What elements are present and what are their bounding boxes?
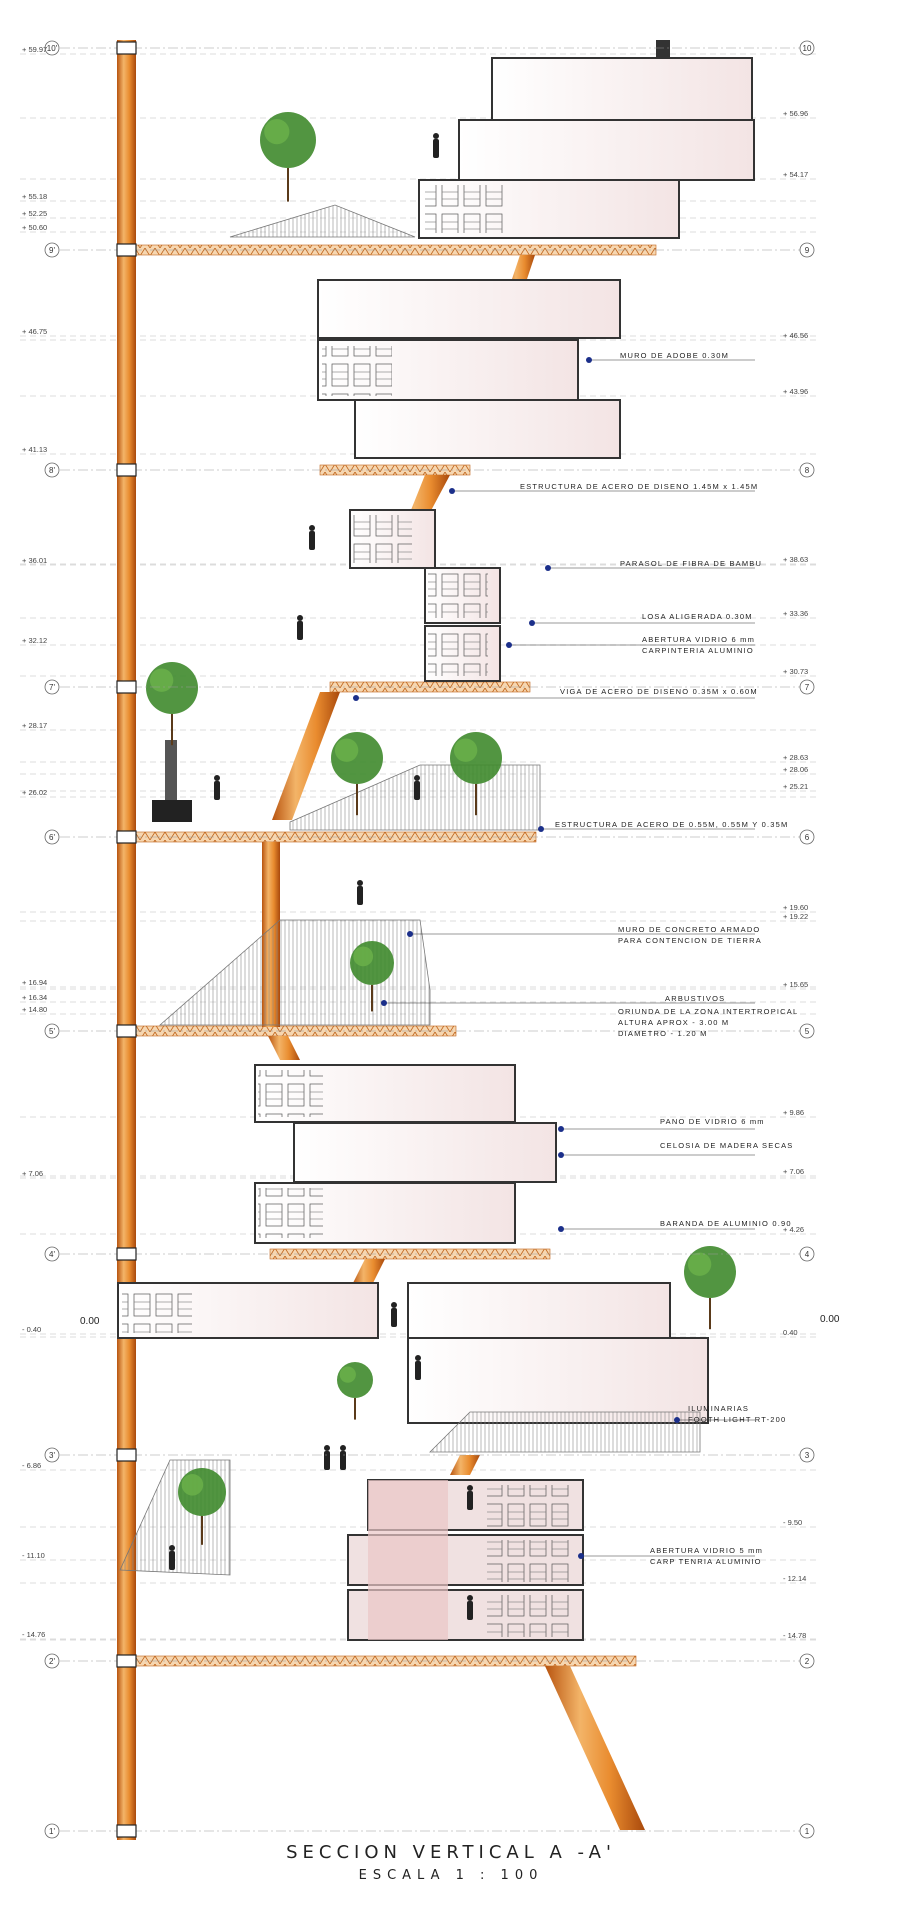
level-label: - 14.76 (22, 1630, 46, 1639)
drawing-scale: ESCALA 1 : 100 (358, 1868, 544, 1883)
tree-highlight (353, 947, 373, 967)
annotation-text: ABERTURA VIDRIO 6 mm (642, 635, 756, 644)
person-head (357, 880, 363, 886)
person-body (169, 1551, 175, 1570)
axis-label-right: 6 (804, 833, 810, 842)
axis-label-left: 5' (49, 1027, 55, 1036)
level-label: + 16.94 (22, 978, 48, 987)
column-joint (117, 42, 136, 54)
tree-highlight (454, 739, 477, 762)
left-level-labels (22, 45, 47, 1639)
annotation-dot (529, 620, 535, 626)
person-body (214, 781, 220, 800)
annotation-text: LOSA ALIGERADA 0.30M (642, 612, 753, 621)
person-body (467, 1601, 473, 1620)
annotation-dot (449, 488, 455, 494)
axis-label-right: 4 (804, 1250, 810, 1259)
annotation-text: FOOTH LIGHT RT-200 (688, 1415, 787, 1424)
column-joint (117, 1025, 136, 1037)
annotation-dot (578, 1553, 584, 1559)
annotation-dot (558, 1152, 564, 1158)
column-joint (117, 1248, 136, 1260)
annotation-text: ABERTURA VIDRIO 5 mm (650, 1546, 764, 1555)
person-body (324, 1451, 330, 1470)
column-joint (117, 244, 136, 256)
person-head (324, 1445, 330, 1451)
level-label: - 9.50 (783, 1518, 803, 1527)
person-body (391, 1308, 397, 1327)
level-label: + 30.73 (783, 667, 809, 676)
annotation-dot (558, 1226, 564, 1232)
axis-label-right: 7 (804, 683, 810, 692)
level-label: - 11.10 (22, 1551, 45, 1560)
column-joint (117, 1825, 136, 1837)
zero-level-label: 0.00 (820, 1314, 840, 1325)
person-head (467, 1595, 473, 1601)
level-label: + 41.13 (22, 445, 48, 454)
tree-highlight (150, 669, 173, 692)
annotation-text: ESTRUCTURA DE ACERO DE DISENO 1.45M x 1.45M (520, 482, 759, 491)
annotation-text: PARA CONTENCION DE TIERRA (618, 936, 762, 945)
level-label: + 33.36 (783, 609, 809, 618)
level-label: + 43.96 (783, 387, 809, 396)
axis-label-left: 10' (46, 44, 58, 53)
level-label: - 14.78 (783, 1631, 807, 1640)
level-label: + 7.06 (783, 1167, 805, 1176)
level-label: + 36.01 (22, 556, 48, 565)
person-head (340, 1445, 346, 1451)
tree-highlight (182, 1474, 204, 1496)
axis-label-right: 1 (804, 1827, 810, 1836)
annotation-dot (538, 826, 544, 832)
level-label: + 28.63 (783, 753, 809, 762)
person-head (309, 525, 315, 531)
level-label: + 46.56 (783, 331, 809, 340)
level-label: + 46.75 (22, 327, 48, 336)
level-label: + 19.22 (783, 912, 809, 921)
right-level-labels (783, 109, 808, 1640)
annotation-text: ILUMINARIAS (688, 1404, 750, 1413)
axis-label-left: 7' (49, 683, 55, 692)
annotation-dot (674, 1417, 680, 1423)
level-label: + 15.65 (783, 980, 809, 989)
person-head (214, 775, 220, 781)
tree-highlight (340, 1367, 356, 1383)
person-body (433, 139, 439, 158)
annotation-text: MURO DE ADOBE 0.30M (620, 351, 730, 360)
level-label: + 28.17 (22, 721, 48, 730)
axis-label-right: 10 (802, 44, 812, 53)
person-head (467, 1485, 473, 1491)
person-head (414, 775, 420, 781)
annotation-text: CELOSIA DE MADERA SECAS (660, 1141, 794, 1150)
annotation-text: ARBUSTIVOS (665, 994, 726, 1003)
person-body (309, 531, 315, 550)
axis-label-left: 6' (49, 833, 55, 842)
level-label: + 55.18 (22, 192, 48, 201)
axis-label-right: 5 (804, 1027, 810, 1036)
person-body (297, 621, 303, 640)
axis-label-left: 9' (49, 246, 55, 255)
level-label: + 7.06 (22, 1169, 44, 1178)
level-label: - 0.40 (22, 1325, 42, 1334)
tree-highlight (264, 119, 289, 144)
annotation-text: ESTRUCTURA DE ACERO DE 0.55M, 0.55M Y 0.35M (555, 820, 789, 829)
axis-label-left: 4' (49, 1250, 55, 1259)
axis-label-right: 8 (804, 466, 810, 475)
axis-label-left: 2' (49, 1657, 55, 1666)
level-label: + 9.86 (783, 1108, 805, 1117)
annotation-text: MURO DE CONCRETO ARMADO (618, 925, 761, 934)
axis-label-left: 3' (49, 1451, 55, 1460)
level-label: + 4.26 (783, 1225, 805, 1234)
annotation-dot (407, 931, 413, 937)
person-head (297, 615, 303, 621)
level-label: + 16.34 (22, 993, 48, 1002)
axis-label-right: 9 (804, 246, 810, 255)
level-label: - 12.14 (783, 1574, 807, 1583)
annotation-dot (381, 1000, 387, 1006)
level-label: - 6.86 (22, 1461, 42, 1470)
person-body (415, 1361, 421, 1380)
person-head (169, 1545, 175, 1551)
level-label: + 19.60 (783, 903, 809, 912)
person-head (433, 133, 439, 139)
person-body (340, 1451, 346, 1470)
person-body (467, 1491, 473, 1510)
annotation-text: VIGA DE ACERO DE DISENO 0.35M x 0.60M (560, 687, 758, 696)
annotation-dot (353, 695, 359, 701)
column-joint (117, 1449, 136, 1461)
tree-highlight (688, 1253, 711, 1276)
level-label: + 50.60 (22, 223, 48, 232)
level-label: + 26.02 (22, 788, 48, 797)
column-joint (117, 681, 136, 693)
person-body (357, 886, 363, 905)
level-label: + 32.12 (22, 636, 48, 645)
annotation-text: BARANDA DE ALUMINIO 0.90 (660, 1219, 792, 1228)
column-joint (117, 464, 136, 476)
level-label: 0.40 (783, 1328, 798, 1337)
annotation-text: DIAMETRO - 1.20 M (618, 1029, 708, 1038)
column-joint (117, 1655, 136, 1667)
person-head (391, 1302, 397, 1308)
person-head (415, 1355, 421, 1361)
axis-label-left: 8' (49, 466, 55, 475)
person-body (414, 781, 420, 800)
annotation-text: ALTURA APROX - 3.00 M (618, 1018, 730, 1027)
level-label: + 56.96 (783, 109, 809, 118)
axis-label-left: 1' (49, 1827, 55, 1836)
level-label: + 14.80 (22, 1005, 48, 1014)
axis-label-right: 2 (804, 1657, 810, 1666)
annotation-dot (545, 565, 551, 571)
annotation-text: CARP TENRIA ALUMINIO (650, 1557, 762, 1566)
column-joint (117, 831, 136, 843)
axis-label-right: 3 (804, 1451, 810, 1460)
annotation-text: CARPINTERIA ALUMINIO (642, 646, 754, 655)
annotation-text: ORIUNDA DE LA ZONA INTERTROPICAL (618, 1007, 799, 1016)
tree-highlight (335, 739, 358, 762)
level-label: + 59.97 (22, 45, 48, 54)
level-label: + 54.17 (783, 170, 809, 179)
level-label: + 25.21 (783, 782, 809, 791)
annotation-dot (586, 357, 592, 363)
annotation-text: PARASOL DE FIBRA DE BAMBU (620, 559, 763, 568)
level-label: + 38.63 (783, 555, 809, 564)
annotation-dot (506, 642, 512, 648)
drawing-title: SECCION VERTICAL A -A' (286, 1842, 616, 1863)
level-label: + 52.25 (22, 209, 48, 218)
annotation-dot (558, 1126, 564, 1132)
zero-level-label: 0.00 (80, 1316, 100, 1327)
annotation-text: PANO DE VIDRIO 6 mm (660, 1117, 765, 1126)
level-label: + 28.06 (783, 765, 809, 774)
